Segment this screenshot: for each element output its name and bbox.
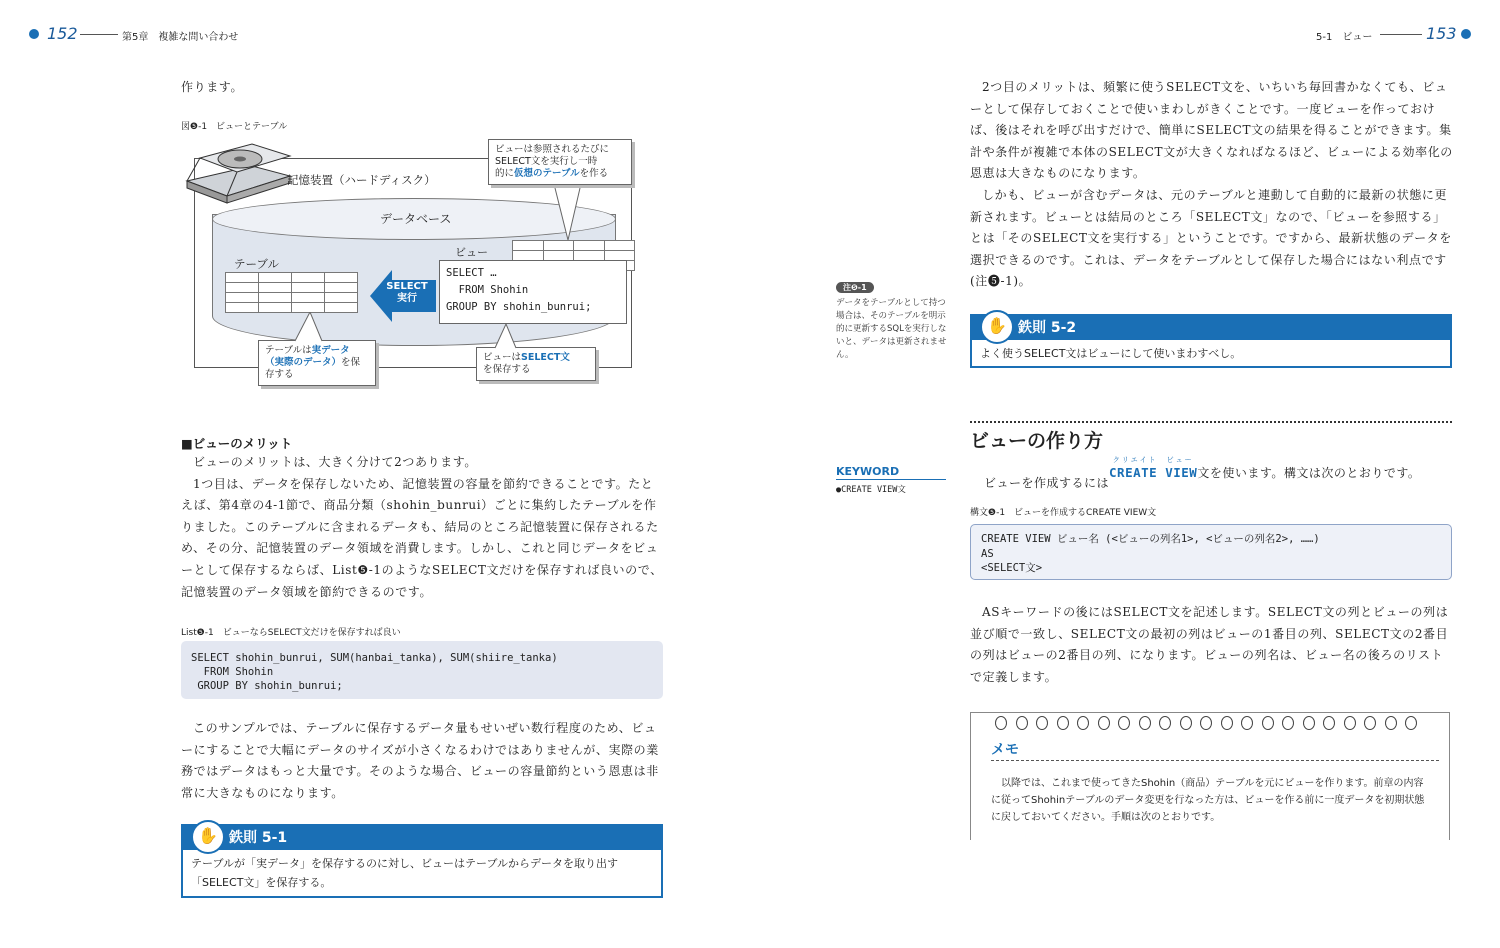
memo-text: 以降では、これまで使ってきたShohin（商品）テーブルを元にビューを作ります。前章の内容に従ってShohinテーブルのデータ変更を行なった方は、ビューを作る前に一度データを初期状態に戻しておいてください。手順は次のとおりです。 — [991, 778, 1425, 823]
create-view-keyword — [1109, 455, 1197, 480]
syntax-block — [970, 524, 1452, 580]
ring-icon — [1303, 716, 1315, 730]
rule-box-5-2 — [970, 314, 1452, 368]
callout-pointer — [550, 188, 590, 243]
storage-label: 記憶装置（ハードディスク） — [287, 173, 436, 187]
paragraph: 1つ目は、データを保存しないため、記憶装置の容量を節約できることです。たとえば、第4章の4-1節で、商品分類（shohin_bunrui）ごとに集約したテーブルを作りました。このテーブルに含まれるデータも、結局のところ記憶装置に保存されるため、その分、記憶装置のデータ領域を消費します。しかし、これと同じデータをビューとして保存するならば、List❺-1のようなSELECT文だけを保存すれば良いので、記憶装置のデータ領域を節約できるのです。 — [181, 476, 663, 599]
memo-rings — [995, 715, 1426, 734]
ring-icon — [1077, 716, 1089, 730]
code-block — [181, 641, 663, 699]
ring-icon — [1159, 716, 1171, 730]
header-rule-right — [1380, 34, 1422, 35]
callout-pointer — [492, 324, 522, 349]
ring-icon — [1139, 716, 1151, 730]
callout-pointer — [290, 312, 330, 342]
paragraph: ASキーワードの後にはSELECT文を記述します。SELECT文の列とビューの列は並び順で一致し、SELECT文の最初の列はビューの1番目の列、SELECT文の2番目の列はビューの2番目の列、になります。ビューの列名は、ビュー名の後ろのリストで定義します。 — [970, 605, 1449, 684]
syntax-line: <SELECT文> — [981, 562, 1043, 574]
sentence-text: ビューを作成するには — [984, 476, 1110, 490]
hard-disk-icon — [182, 136, 292, 206]
view-sql-line: GROUP BY shohin_bunrui; — [446, 301, 592, 313]
figure-caption: 図❺-1 ビューとテーブル — [181, 122, 288, 132]
rule-title: 鉄則 5-1 — [229, 830, 288, 846]
ring-icon — [1118, 716, 1130, 730]
view-table-diagram — [180, 136, 635, 391]
ring-icon — [1385, 716, 1397, 730]
rule-title: 鉄則 5-2 — [1018, 320, 1077, 336]
callout-line: 存する — [265, 369, 294, 380]
ring-icon — [1323, 716, 1335, 730]
real-table-grid — [225, 272, 358, 313]
callout-highlight: （実際のデータ） — [265, 357, 342, 368]
callout-line — [265, 345, 369, 357]
view-label: ビュー — [455, 246, 488, 259]
paragraph: 2つ目のメリットは、頻繁に使うSELECT文を、いちいち毎回書かなくても、ビューとして保存しておくことで使いまわしがきくことです。一度ビューを作っておけば、後はそれを呼び出すだけで、簡単にSELECT文の結果を得ることができます。集計や条件が複雑で本体のSELECT文が大きくなればなるほど、ビューによる効率化の恩恵は大きなものになります。 — [970, 80, 1453, 181]
ruby-create: クリエイト — [1112, 456, 1158, 464]
hand-icon: ✋ — [191, 820, 225, 854]
right-body — [970, 77, 1454, 293]
keyword-title: KEYWORD — [836, 465, 946, 480]
callout-view-virtual-table — [488, 139, 632, 185]
note-text: データをテーブルとして持つ場合は、そのテーブルを明示的に更新するSQLを実行しないと、データは更新されません。 — [836, 298, 947, 360]
callout-line — [265, 357, 369, 369]
rule-header — [183, 826, 661, 850]
ring-icon — [1180, 716, 1192, 730]
paragraph: このサンプルでは、テーブルに保存するデータ量もせいぜい数行程度のため、ビューにすることで大幅にデータのサイズが小さくなるわけではありませんが、実際の業務ではデータはもっと大量です。そのような場合、ビューの容量節約という恩恵は非常に大きなものになります。 — [181, 721, 659, 800]
ring-icon — [1098, 716, 1110, 730]
ring-icon — [1036, 716, 1048, 730]
callout-text: を保 — [341, 357, 361, 368]
callout-highlight: 実データ — [311, 345, 350, 356]
callout-line — [483, 352, 589, 364]
keyword-item: ●CREATE VIEW文 — [836, 485, 906, 495]
rule-box-5-1 — [181, 824, 663, 898]
section-title: 5-1 ビュー — [1316, 32, 1373, 43]
callout-text: を作る — [579, 168, 609, 179]
callout-text: ビューは — [483, 352, 522, 363]
paragraph: ビューのメリットは、大きく分けて2つあります。 — [193, 455, 477, 469]
table-label: テーブル — [234, 257, 279, 271]
ring-icon — [1241, 716, 1253, 730]
callout-highlight: 仮想のテーブル — [514, 168, 580, 179]
memo-title-rule — [991, 760, 1439, 761]
callout-text: 的に — [495, 168, 515, 179]
callout-highlight: SELECT文 — [521, 352, 570, 363]
database-label: データベース — [380, 212, 452, 226]
callout-line: を保存する — [483, 364, 531, 375]
paragraph: しかも、ビューが含むデータは、元のテーブルと連動して自動的に最新の状態に更新されます。ビューとは結局のところ「SELECT文」なので、「ビューを参照する」とは「そのSELECT文を実行する」ということです。ですから、最新状態のデータを選択できるのです。これは、データをテーブルとして保存した場合にはない利点です(注❺-1)。 — [970, 187, 1452, 289]
callout-view-select — [476, 347, 596, 381]
syntax-line: AS — [981, 547, 994, 560]
sentence-text: 文を使います。構文は次のとおりです。 — [1197, 466, 1421, 480]
view-sql-line: SELECT … — [446, 267, 497, 279]
chapter-title: 第5章 複雑な問い合わせ — [122, 32, 239, 43]
rule-text: よく使うSELECT文はビューにして使いまわすべし。 — [980, 347, 1242, 360]
memo-box — [970, 712, 1450, 840]
ring-icon — [1221, 716, 1233, 730]
view-sql-box — [439, 260, 627, 324]
note-tag: 注❺-1 — [836, 282, 874, 293]
callout-line — [495, 168, 625, 180]
code-line: SELECT shohin_bunrui, SUM(hanbai_tanka), SUM(shiire_tanka) — [191, 652, 558, 664]
callout-text: テーブルは — [265, 345, 312, 356]
code-line: FROM Shohin — [191, 666, 274, 678]
syntax-line: CREATE VIEW ビュー名 (<ビューの列名1>, <ビューの列名2>, ……) — [981, 533, 1320, 545]
select-arrow-label: SELECT 実行 — [386, 281, 428, 304]
syntax-caption: 構文❺-1 ビューを作成するCREATE VIEW文 — [970, 508, 1157, 518]
memo-title: メモ — [991, 742, 1019, 758]
keyword-text: CREATE VIEW — [1109, 465, 1198, 480]
ruby-text — [1109, 455, 1197, 465]
list-caption: List❺-1 ビューならSELECT文だけを保存すれば良い — [181, 628, 401, 638]
ring-icon — [1405, 716, 1417, 730]
rule-text: テーブルが「実データ」を保存するのに対し、ビューはテーブルからデータを取り出す「SELECT文」を保存する。 — [191, 857, 619, 889]
ring-icon — [1344, 716, 1356, 730]
callout-line: ビューは参照されるたびに — [495, 144, 610, 155]
ring-icon — [1262, 716, 1274, 730]
ruby-view: ビュー — [1166, 456, 1194, 464]
header-rule-left — [80, 34, 118, 35]
callout-table-real-data — [258, 340, 376, 386]
ring-icon — [1016, 716, 1028, 730]
ring-icon — [995, 716, 1007, 730]
page-number-left: 152 — [47, 24, 78, 43]
ring-icon — [1282, 716, 1294, 730]
code-line: GROUP BY shohin_bunrui; — [191, 680, 343, 692]
ring-icon — [1200, 716, 1212, 730]
callout-line: SELECT文を実行し一時 — [495, 156, 598, 167]
section-heading-create: ビューの作り方 — [970, 430, 1104, 452]
merit-body — [181, 452, 665, 603]
page-marker-dot-right — [1461, 29, 1471, 39]
page-number-right: 153 — [1426, 24, 1457, 43]
section-divider — [970, 421, 1452, 423]
ring-icon — [1057, 716, 1069, 730]
section-heading-merit: ■ビューのメリット — [181, 436, 293, 451]
ring-icon — [1364, 716, 1376, 730]
keyword-box — [836, 465, 946, 495]
rule-header — [972, 316, 1450, 340]
page-marker-dot-left — [29, 29, 39, 39]
intro-text: 作ります。 — [181, 80, 244, 94]
hand-icon: ✋ — [980, 310, 1014, 344]
side-note — [836, 275, 948, 362]
create-view-sentence — [984, 455, 1421, 490]
view-sql-line: FROM Shohin — [446, 284, 529, 296]
